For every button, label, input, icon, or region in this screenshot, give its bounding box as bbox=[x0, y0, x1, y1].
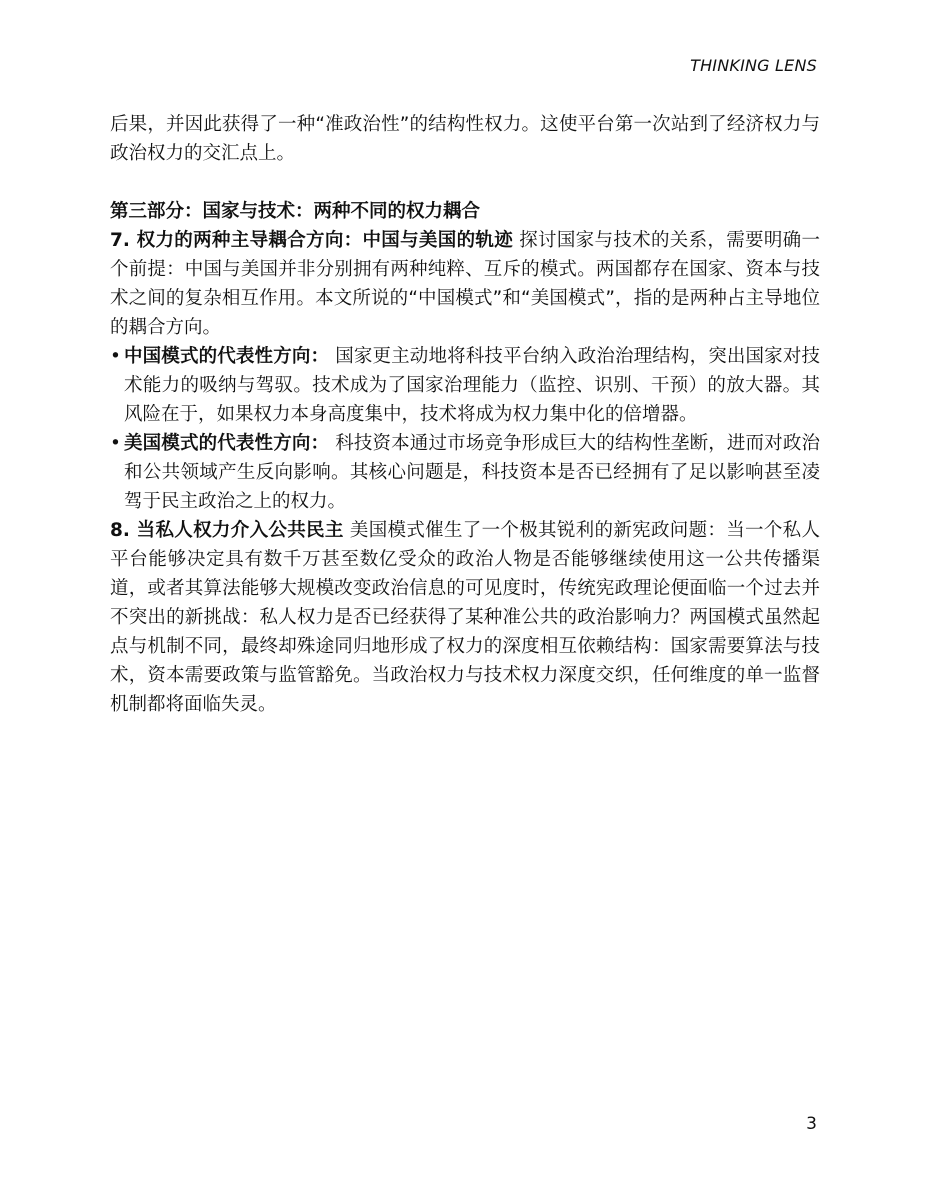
bullet-title: 中国模式的代表性方向： bbox=[124, 346, 330, 367]
running-header: THINKING LENS bbox=[690, 56, 817, 75]
bullet-item-china bbox=[110, 342, 820, 429]
bullet-body: 国家更主动地将科技平台纳入政治治理结构，突出国家对技术能力的吸纳与驾驭。技术成为了国家治理能力（监控、识别、干预）的放大器。其风险在于，如果权力本身高度集中，技术将成为权力集中化的倍增器。 bbox=[124, 346, 820, 425]
item-8-body: 美国模式催生了一个极其锐利的新宪政问题：当一个私人平台能够决定具有数千万甚至数亿受众的政治人物是否能够继续使用这一公共传播渠道，或者其算法能够大规模改变政治信息的可见度时，传统宪政理论便面临一个过去并不突出的新挑战：私人权力是否已经获得了某种准公共的政治影响力？两国模式虽然起点与机制不同，最终却殊途同归地形成了权力的深度相互依赖结构：国家需要算法与技术，资本需要政策与监管豁免。当政治权力与技术权力深度交织，任何维度的单一监督机制都将面临失灵。 bbox=[110, 520, 821, 715]
bullet-title: 美国模式的代表性方向： bbox=[124, 433, 330, 454]
section-heading: 第三部分：国家与技术：两种不同的权力耦合 bbox=[110, 201, 481, 222]
item-7-title: 7. 权力的两种主导耦合方向：中国与美国的轨迹 bbox=[110, 230, 514, 251]
bullet-icon: • bbox=[110, 346, 121, 367]
intro-paragraph: 后果，并因此获得了一种“准政治性”的结构性权力。这使平台第一次站到了经济权力与政治权力的交汇点上。 bbox=[110, 114, 820, 164]
item-8-paragraph bbox=[110, 516, 820, 719]
bullet-item-us bbox=[110, 429, 820, 516]
item-8-title: 8. 当私人权力介入公共民主 bbox=[110, 520, 344, 541]
item-7-paragraph bbox=[110, 226, 820, 342]
item-7-body: 探讨国家与技术的关系，需要明确一个前提：中国与美国并非分别拥有两种纯粹、互斥的模式。两国都存在国家、资本与技术之间的复杂相互作用。本文所说的“中国模式”和“美国模式”，指的是两种占主导地位的耦合方向。 bbox=[110, 230, 821, 338]
bullet-body: 科技资本通过市场竞争形成巨大的结构性垄断，进而对政治和公共领域产生反向影响。其核心问题是，科技资本是否已经拥有了足以影响甚至凌驾于民主政治之上的权力。 bbox=[124, 433, 820, 512]
page-number: 3 bbox=[806, 1114, 817, 1134]
bullet-icon: • bbox=[110, 433, 121, 454]
bullet-list bbox=[110, 342, 820, 516]
document-body bbox=[110, 110, 820, 719]
